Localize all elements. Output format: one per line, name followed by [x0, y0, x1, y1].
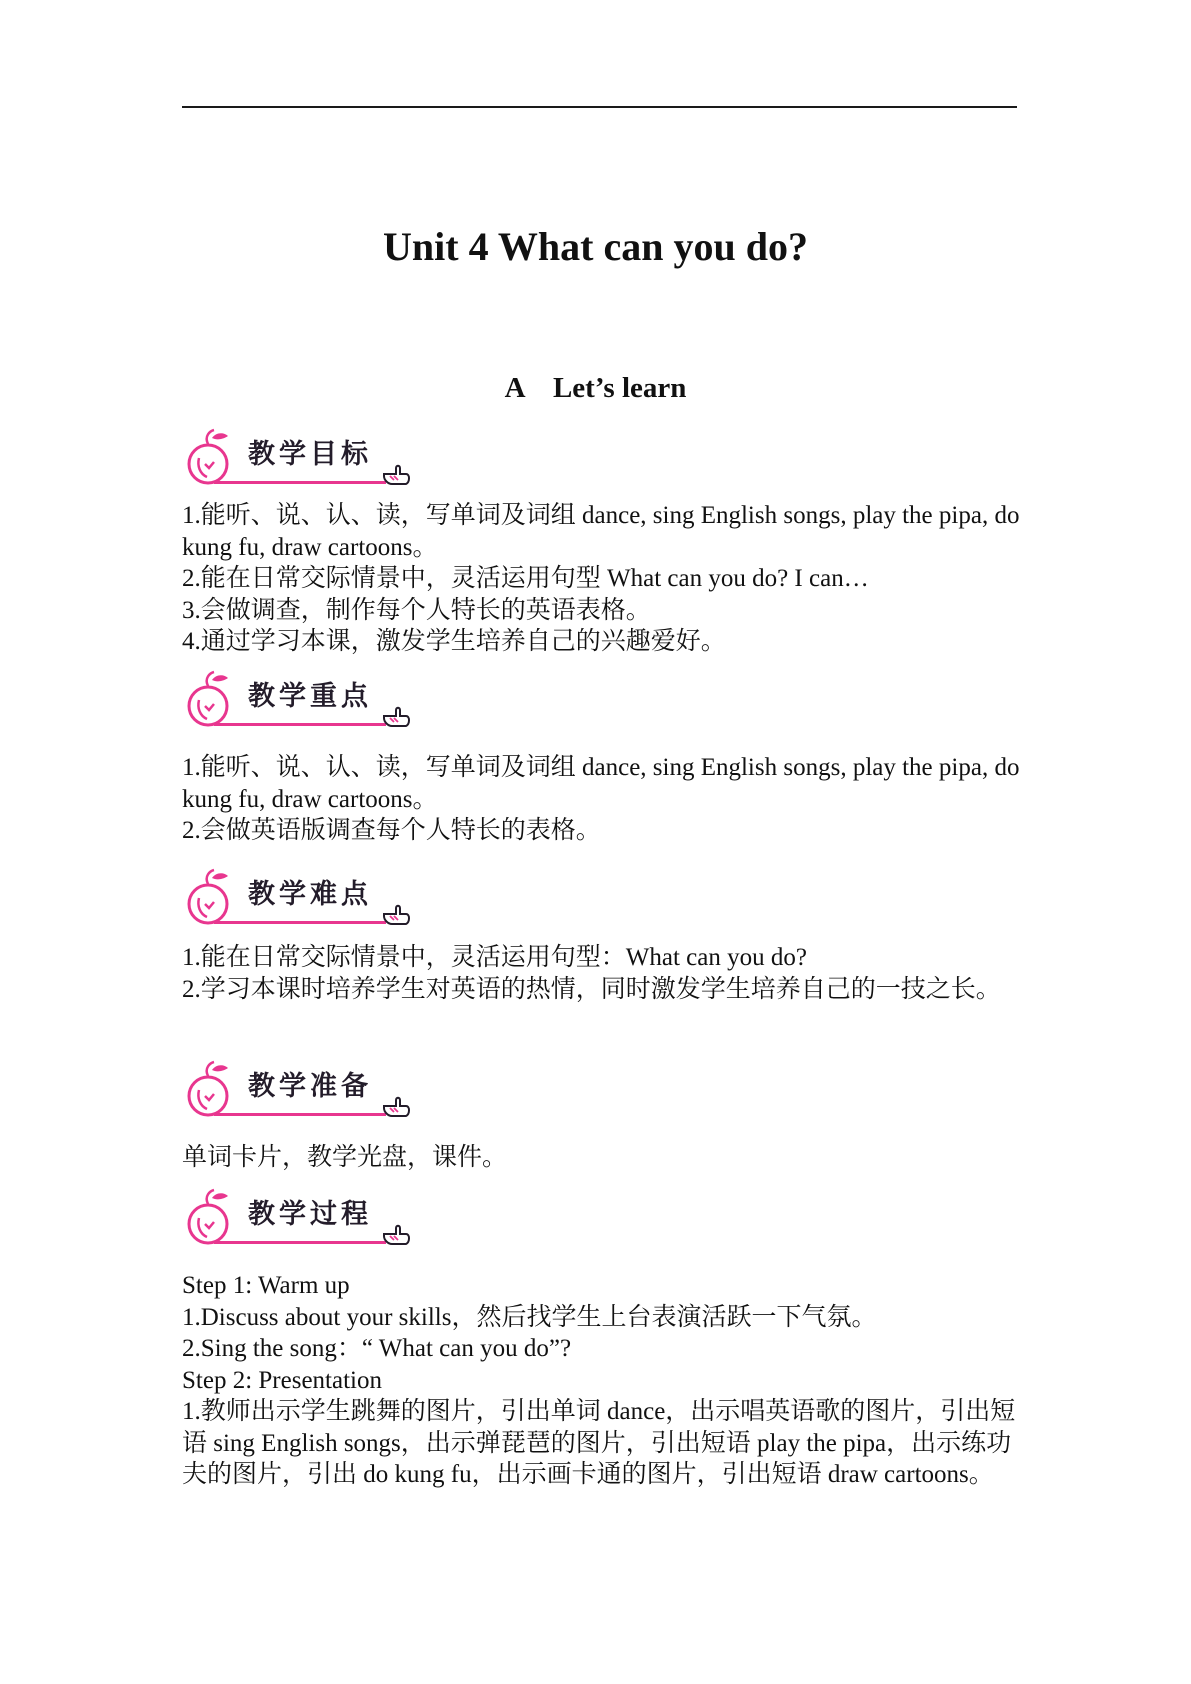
badge-underline — [214, 723, 386, 726]
section-body-key-points — [182, 752, 1022, 847]
section-badge-procedure — [184, 1188, 424, 1252]
body-line: 2.能在日常交际情景中，灵活运用句型 What can you do? I can… — [182, 565, 869, 592]
body-line: 2.学习本课时培养学生对英语的热情，同时激发学生培养自己的一技之长。 — [182, 975, 1001, 1003]
body-line: Step 1: Warm up — [182, 1272, 350, 1299]
body-line: 1.教师出示学生跳舞的图片，引出单词 dance，出示唱英语歌的图片，引出短语 sing English songs，出示弹琵琶的图片，引出短语 play the pipa，出示练功夫的图片，引出 do kung fu，出示画卡通的图片，引出短语 draw cartoons。 — [182, 1398, 1016, 1488]
body-line: 1.能在日常交际情景中，灵活运用句型：What can you do? — [182, 944, 807, 971]
section-heading: 教学难点 — [248, 879, 372, 910]
body-line: 3.会做调查，制作每个人特长的英语表格。 — [182, 596, 651, 624]
section-body-preparation — [182, 1142, 1022, 1174]
apple-icon — [186, 868, 232, 928]
section-badge-difficulties — [184, 868, 424, 932]
body-line: 2.会做英语版调查每个人特长的表格。 — [182, 817, 601, 844]
section-body-procedure — [182, 1270, 1022, 1491]
page-title: Unit 4 What can you do? — [383, 223, 808, 269]
section-heading: 教学过程 — [248, 1199, 372, 1230]
badge-underline — [214, 1113, 386, 1116]
pointing-hand-icon — [382, 704, 412, 730]
body-line: 1.Discuss about your skills，然后找学生上台表演活跃一下气氛。 — [182, 1303, 877, 1331]
badge-underline — [214, 921, 386, 924]
badge-underline — [214, 1241, 386, 1244]
section-body-objectives — [182, 500, 1022, 658]
section-badge-objectives — [184, 428, 424, 492]
apple-icon — [186, 1188, 232, 1248]
body-line: 1.能听、说、认、读，写单词及词组 dance, sing English songs, play the pipa, do kung fu, draw cartoons。 — [182, 754, 1020, 813]
section-badge-preparation — [184, 1060, 424, 1124]
pointing-hand-icon — [382, 902, 412, 928]
apple-icon — [186, 670, 232, 730]
section-heading: 教学准备 — [248, 1071, 372, 1102]
body-line: Step 2: Presentation — [182, 1366, 382, 1394]
apple-icon — [186, 1060, 232, 1120]
body-line: 4.通过学习本课，激发学生培养自己的兴趣爱好。 — [182, 628, 726, 655]
apple-icon — [186, 428, 232, 488]
pointing-hand-icon — [382, 462, 412, 488]
body-line: 1.能听、说、认、读，写单词及词组 dance, sing English songs, play the pipa, do kung fu, draw cartoons。 — [182, 502, 1020, 561]
body-line: 单词卡片，教学光盘，课件。 — [182, 1144, 508, 1171]
badge-underline — [214, 481, 386, 484]
lesson-subtitle: A Let’s learn — [504, 372, 687, 404]
header-rule — [182, 106, 1017, 108]
pointing-hand-icon — [382, 1094, 412, 1120]
section-badge-key-points — [184, 670, 424, 734]
section-heading: 教学重点 — [248, 681, 372, 712]
section-body-difficulties — [182, 942, 1022, 1005]
body-line: 2.Sing the song：“ What can you do”? — [182, 1335, 572, 1362]
section-heading: 教学目标 — [248, 439, 372, 470]
pointing-hand-icon — [382, 1222, 412, 1248]
